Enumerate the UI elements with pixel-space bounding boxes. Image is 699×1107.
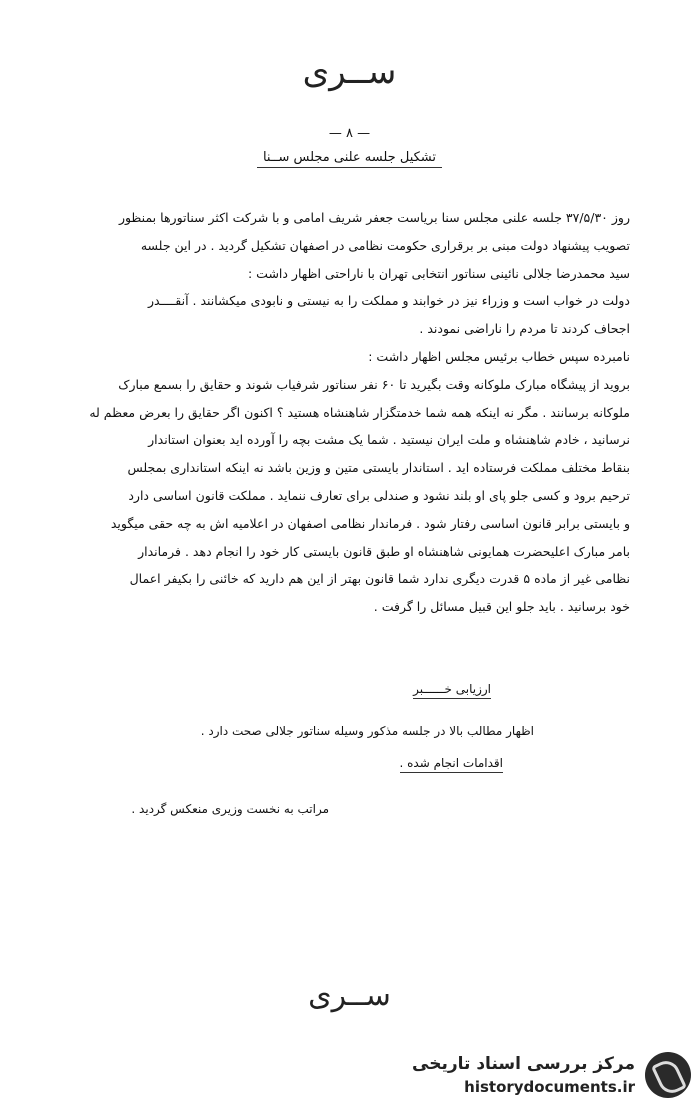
body-line: سید محمدرضا جلالی نائینی سناتور انتخابی تهران با ناراحتی اظهار داشت : <box>247 265 630 281</box>
heading-text: تشکیل جلسه علنی مجلس ســنا <box>257 150 442 168</box>
evaluation-label <box>413 682 491 696</box>
body-line: روز ۳۷/۵/۳۰ جلسه علنی مجلس سنا بریاست جعفر شریف امامی و با شرکت اکثر سناتورها بمنظور <box>118 210 630 225</box>
body-line: بروید از پیشگاه مبارک ملوکانه وقت بگیرید تا ۶۰ نفر سناتور شرفیاب شوند و حقایق را بسمع مبارک <box>118 376 630 392</box>
watermark-url: historydocuments.ir <box>464 1078 635 1096</box>
body-line: دولت در خواب است و وزراء نیز در خوابند و مملکت را به نیستی و نابودی میکشانند . آنقــــدر <box>148 293 630 309</box>
document-body <box>72 204 630 621</box>
watermark <box>391 1052 691 1102</box>
body-line: نظامی غیر از ماده ۵ قدرت دیگری ندارد شما قانون بهتر از این هم دارید که خائنی را بکیفر اعمال <box>129 571 630 587</box>
body-line: نامبرده سپس خطاب برئیس مجلس اظهار داشت : <box>368 348 630 364</box>
body-line: نرسانید ، خادم شاهنشاه و ملت ایران نیستید . شما یک مشت بچه را آورده اید بعنوان استاندار <box>148 432 630 448</box>
forwarding-note: مراتب به نخست وزیری منعکس گردید . <box>131 802 329 816</box>
document-heading <box>0 150 699 165</box>
page-number: — ۸ — <box>328 126 371 141</box>
body-line: بامر مبارک اعلیحضرت همایونی شاهنشاه او طبق قانون بایستی کار خود را انجام دهد . فرماندار <box>138 543 630 559</box>
verification-note: اظهار مطالب بالا در جلسه مذکور وسیله سناتور جلالی صحت دارد . <box>200 724 534 738</box>
body-line: خود برسانید . باید جلو این قبیل مسائل را گرفت . <box>373 599 630 615</box>
body-line: و بایستی برابر قانون اساسی رفتار شود . فرماندار نظامی اصفهان در اعلامیه اش به چه حقی میگوید <box>110 515 630 531</box>
watermark-title: مرکز بررسی اسناد تاریخی <box>412 1054 635 1074</box>
body-line: بنقاط مختلف مملکت فرستاده اید . استاندار بایستی متین و وزین باشد نه اینکه استانداری بمجلس <box>127 460 630 476</box>
actions-taken-label <box>400 756 504 770</box>
secret-stamp-top: ســری <box>302 52 397 92</box>
body-line: اجحاف کردند تا مردم را ناراضی نمودند . <box>419 321 630 337</box>
actions-taken-text: اقدامات انجام شده . <box>400 756 504 773</box>
archive-logo-icon <box>645 1052 691 1098</box>
body-line: ترحیم برود و کسی جلو پای او بلند نشود و صندلی برای تعارف ننماید . مملکت قانون اساسی دارد <box>128 487 630 503</box>
body-line: تصویب پیشنهاد دولت مبنی بر برقراری حکومت نظامی در اصفهان تشکیل گردید . در این جلسه <box>140 237 630 253</box>
evaluation-label-text: ارزیابی خــــــبر <box>413 682 491 699</box>
body-line: ملوکانه برسانند . مگر نه اینکه همه شما خدمتگزار شاهنشاه هستید ؟ اکنون اگر حقایق را بعرض معظم له <box>89 404 630 420</box>
secret-stamp-bottom: ســری <box>308 978 391 1013</box>
